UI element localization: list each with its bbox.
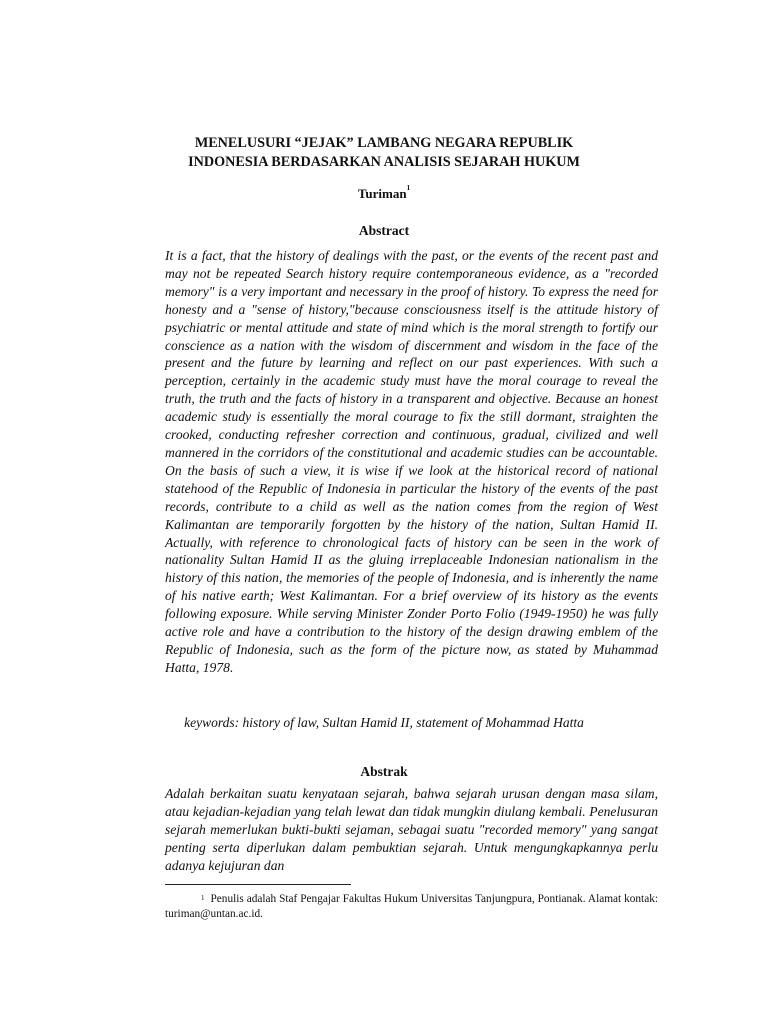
footnote [165, 892, 658, 922]
paper-title [110, 134, 658, 172]
footnote-mark: 1 [201, 894, 205, 902]
author-footnote-mark: 1 [406, 184, 411, 192]
abstrak-text: Adalah berkaitan suatu kenyataan sejarah, bahwa sejarah urusan dengan masa silam, atau kejadian-kejadian yang telah lewat dan tidak mungkin diulang kembali. Penelusuran sejarah memerlukan bukti-bukti sejaman, sebagai suatu "recorded memory" yang sangat penting serta diperlukan dalam pembuktian sejarah. Untuk mengungkapkannya perlu adanya kejujuran dan [165, 786, 658, 873]
author-line [110, 186, 658, 202]
abstrak-heading: Abstrak [360, 764, 408, 779]
footnote-text: Penulis adalah Staf Pengajar Fakultas Hukum Universitas Tanjungpura, Pontianak. Alamat kontak: turiman@untan.ac.id. [165, 893, 658, 920]
author-name: Turiman [357, 186, 407, 201]
paper-title-line-2: INDONESIA BERDASARKAN ANALISIS SEJARAH HUKUM [188, 154, 580, 170]
abstract-text: It is a fact, that the history of dealings with the past, or the events of the recent past and may not be repeated Search history require contemporaneous evidence, as a "recorded memory" is a very important and necessary in the proof of history. To express the need for honesty and a "sense of history,"because consciousness itself is the attitude history of psychiatric or mental attitude and state of mind which is the moral strength to fortify our conscience as a nation with the wisdom of discernment and wisdom in the face of the present and the future by learning and reflect on our past experiences. With such a perception, certainly in the academic study must have the moral courage to reveal the truth, the truth and the facts of history in a transparent and objective. Because an honest academic study is essentially the moral courage to fix the still dormant, straighten the crooked, conducting refresher correction and continuous, gradual, civilized and well mannered in the corridors of the constitutional and academic studies can be accountable. On the basis of such a view, it is wise if we look at the historical record of national statehood of the Republic of Indonesia in particular the history of the events of the past records, contribute to a child as well as the nation comes from the region of West Kalimantan are temporarily forgotten by the history of the nation, Sultan Hamid II. Actually, with reference to chronological facts of history can be seen in the work of nationality Sultan Hamid II as the gluing irreplaceable Indonesian nationalism in the history of this nation, the memories of the people of Indonesia, and is inherently the name of his native earth; West Kalimantan. For a brief overview of its history as the events following exposure. While serving Minister Zonder Porto Folio (1949-1950) he was fully active role and have a contribution to the history of the design drawing emblem of the Republic of Indonesia, such as the form of the picture now, as stated by Muhammad Hatta, 1978. [165, 248, 658, 675]
paper-title-line-1: MENELUSURI “JEJAK” LAMBANG NEGARA REPUBLIK [194, 135, 574, 151]
abstract-heading: Abstract [358, 223, 410, 238]
footnote-divider [165, 884, 351, 885]
keywords-line: keywords: history of law, Sultan Hamid II, statement of Mohammad Hatta [184, 715, 584, 730]
